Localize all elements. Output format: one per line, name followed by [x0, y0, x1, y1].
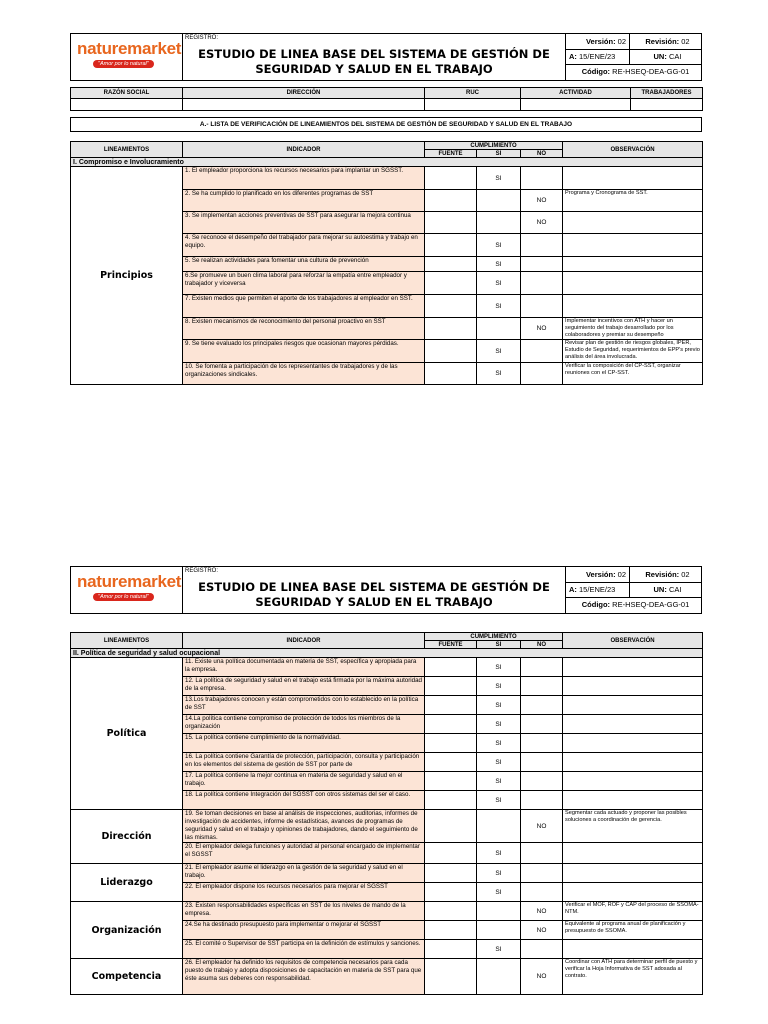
- page-2: [70, 566, 702, 995]
- indicador-cell: 11. Existe una política documentada en materia de SST, específica y apropiada para la empresa.: [183, 658, 425, 677]
- no-cell: NO: [521, 318, 563, 340]
- indicador-cell: 23. Existen responsabilidades específicas en SST de los niveles de mando de la empresa.: [183, 902, 425, 921]
- indicador-cell: 13.Los trabajadores conocen y están comprometidos con lo establecido en la política de SST: [183, 696, 425, 715]
- fuente-cell: [425, 272, 477, 295]
- un-value: CAI: [668, 585, 682, 594]
- si-cell: SI: [477, 696, 521, 715]
- indicador-cell: 3. Se implementan acciones preventivas de SST para asegurar la mejora continua: [183, 212, 425, 234]
- si-cell: SI: [477, 734, 521, 753]
- no-cell: NO: [521, 921, 563, 940]
- table-row: [71, 810, 703, 843]
- table-row: [71, 167, 703, 190]
- no-cell: NO: [521, 810, 563, 843]
- checklist-title: A.- LISTA DE VERIFICACIÓN DE LINEAMIENTOS DEL SISTEMA DE GESTIÓN DE SEGURIDAD Y SALUD EN EL TRABAJO: [71, 118, 702, 132]
- logo-text: naturemarket: [77, 572, 182, 591]
- si-cell: [477, 902, 521, 921]
- lineamientos-header: LINEAMIENTOS: [71, 142, 183, 158]
- si-cell: SI: [477, 658, 521, 677]
- observacion-cell: [563, 715, 703, 734]
- observacion-cell: Implementar incentivos con ATH y hacer un seguimiento del trabajo desarrollado por los colaboradores y premiar su desempeño: [563, 318, 703, 340]
- no-cell: [521, 843, 563, 864]
- observacion-cell: Revisar plan de gestión de riesgos globales, IPER, Estudio de Seguridad, requerimientos de EPP's previo análisis del área involucrada.: [563, 340, 703, 363]
- indicador-cell: 19. Se toman decisiones en base al análisis de inspecciones, auditorias, informes de investigación de accidentes, informe de estadísticas, avances de programas de seguridad y salud en el trabajo y opiniones de trabajadores, dando el seguimiento de las mismas.: [183, 810, 425, 843]
- fuente-cell: [425, 715, 477, 734]
- si-cell: SI: [477, 363, 521, 385]
- logo: [71, 34, 183, 80]
- si-cell: SI: [477, 257, 521, 272]
- no-cell: [521, 715, 563, 734]
- fuente-cell: [425, 295, 477, 318]
- logo-tagline: "Amor por lo natural": [93, 593, 154, 601]
- fuente-cell: [425, 810, 477, 843]
- fuente-cell: [425, 212, 477, 234]
- indicador-header: INDICADOR: [183, 142, 425, 158]
- indicador-cell: 4. Se reconoce el desempeño del trabajador para mejorar su autoestima y trabajo en equipo.: [183, 234, 425, 257]
- fuente-header: FUENTE: [425, 150, 477, 158]
- indicador-cell: 6.Se promueve un buen clima laboral para reforzar la empatía entre empleador y trabajador y viceversa: [183, 272, 425, 295]
- fuente-cell: [425, 658, 477, 677]
- fuente-cell: [425, 677, 477, 696]
- fuente-cell: [425, 363, 477, 385]
- si-cell: SI: [477, 295, 521, 318]
- observacion-cell: [563, 272, 703, 295]
- si-cell: SI: [477, 234, 521, 257]
- observacion-cell: [563, 658, 703, 677]
- registro-label: REGISTRO:: [185, 568, 219, 574]
- fuente-cell: [425, 883, 477, 902]
- checklist-table-2: [70, 632, 703, 995]
- no-cell: [521, 940, 563, 959]
- observacion-cell: Equivalente al programa anual de planificación y presupuesto de SSOMA.: [563, 921, 703, 940]
- si-cell: SI: [477, 843, 521, 864]
- indicador-cell: 16. La política contiene Garantía de protección, participación, consulta y participación en los elementos del sistema de gestión de SST por parte de: [183, 753, 425, 772]
- observacion-cell: [563, 234, 703, 257]
- no-cell: [521, 753, 563, 772]
- si-cell: SI: [477, 677, 521, 696]
- si-cell: SI: [477, 772, 521, 791]
- si-cell: SI: [477, 864, 521, 883]
- cumplimiento-header: CUMPLIMIENTO: [425, 633, 563, 641]
- lineamiento-cell: Competencia: [71, 959, 183, 995]
- revision-value: 02: [681, 37, 690, 46]
- si-header: SI: [477, 641, 521, 649]
- fuente-cell: [425, 753, 477, 772]
- si-cell: SI: [477, 272, 521, 295]
- si-cell: SI: [477, 791, 521, 810]
- no-cell: [521, 167, 563, 190]
- indicador-header: INDICADOR: [183, 633, 425, 649]
- no-cell: [521, 734, 563, 753]
- logo: [71, 567, 183, 613]
- trabajadores-header: TRABAJADORES: [631, 88, 703, 99]
- observacion-cell: Programa y Cronograma de SST.: [563, 190, 703, 212]
- observacion-cell: Verificar la composición del CP-SST, organizar reuniones con el CP-SST.: [563, 363, 703, 385]
- indicador-cell: 1. El empleador proporciona los recursos necesarios para implantar un SGSST.: [183, 167, 425, 190]
- observacion-cell: [563, 883, 703, 902]
- si-cell: [477, 212, 521, 234]
- no-cell: [521, 864, 563, 883]
- si-header: SI: [477, 150, 521, 158]
- fuente-cell: [425, 234, 477, 257]
- fuente-cell: [425, 940, 477, 959]
- no-cell: [521, 791, 563, 810]
- fuente-cell: [425, 167, 477, 190]
- si-cell: [477, 921, 521, 940]
- indicador-cell: 24.Se ha destinado presupuesto para implementar o mejorar el SGSST: [183, 921, 425, 940]
- observacion-cell: [563, 167, 703, 190]
- indicador-cell: 15. La política contiene cumplimiento de la normatividad.: [183, 734, 425, 753]
- fuente-cell: [425, 318, 477, 340]
- indicador-cell: 8. Existen mecanismos de reconocimiento del personal proactivo en SST: [183, 318, 425, 340]
- indicador-cell: 21. El empleador asume el liderazgo en la gestión de la seguridad y salud en el trabajo.: [183, 864, 425, 883]
- si-cell: [477, 190, 521, 212]
- observacion-header: OBSERVACIÓN: [563, 633, 703, 649]
- fuente-cell: [425, 772, 477, 791]
- no-cell: [521, 363, 563, 385]
- company-table: [70, 87, 703, 111]
- no-cell: [521, 234, 563, 257]
- table-row: [71, 864, 703, 883]
- fuente-cell: [425, 921, 477, 940]
- observacion-cell: [563, 257, 703, 272]
- section-title: I. Compromiso e Involucramiento: [71, 158, 703, 167]
- direccion-header: DIRECCIÓN: [183, 88, 425, 99]
- indicador-cell: 7. Existen medios que permiten el aporte de los trabajadores al empleador en SST.: [183, 295, 425, 318]
- indicador-cell: 25. El comité o Supervisor de SST participa en la definición de estímulos y sanciones.: [183, 940, 425, 959]
- indicador-cell: 17. La política contiene la mejor continua en materia de seguridad y salud en el trabajo.: [183, 772, 425, 791]
- no-cell: [521, 340, 563, 363]
- observacion-cell: Coordinar con ATH para determinar perfil de puesto y verificar la Hoja Informativa de SST adosada al contrato.: [563, 959, 703, 995]
- codigo-value: RE-HSEQ-DEA-GG-01: [612, 600, 690, 609]
- observacion-cell: [563, 791, 703, 810]
- no-cell: [521, 772, 563, 791]
- indicador-cell: 12. La política de seguridad y salud en el trabajo está firmada por la máxima autoridad de la empresa.: [183, 677, 425, 696]
- lineamiento-cell: Organización: [71, 902, 183, 959]
- indicador-cell: 14.La política contiene compromiso de protección de todos los miembros de la organización: [183, 715, 425, 734]
- si-cell: SI: [477, 753, 521, 772]
- fuente-cell: [425, 864, 477, 883]
- no-cell: NO: [521, 212, 563, 234]
- si-cell: SI: [477, 883, 521, 902]
- no-header: NO: [521, 641, 563, 649]
- observacion-header: OBSERVACIÓN: [563, 142, 703, 158]
- fuente-header: FUENTE: [425, 641, 477, 649]
- checklist-table-1: [70, 141, 703, 385]
- codigo-value: RE-HSEQ-DEA-GG-01: [612, 67, 690, 76]
- fuente-cell: [425, 734, 477, 753]
- actividad-header: ACTIVIDAD: [521, 88, 631, 99]
- indicador-cell: 18. La política contiene Integración del SGSST con otros sistemas del ser el caso.: [183, 791, 425, 810]
- indicador-cell: 10. Se fomenta a participación de los representantes de trabajadores y de las organizaciones sindicales.: [183, 363, 425, 385]
- si-cell: [477, 810, 521, 843]
- cumplimiento-header: CUMPLIMIENTO: [425, 142, 563, 150]
- observacion-cell: Segmentar cada actuado y proponer las posibles soluciones a coordinación de gerencia.: [563, 810, 703, 843]
- fecha-value: 15/ENE/23: [579, 585, 616, 594]
- observacion-cell: [563, 734, 703, 753]
- un-value: CAI: [668, 52, 682, 61]
- fuente-cell: [425, 257, 477, 272]
- document-title: ESTUDIO DE LINEA BASE DEL SISTEMA DE GESTIÓN DE SEGURIDAD Y SALUD EN EL TRABAJO: [198, 580, 550, 609]
- checklist-title-table: [70, 117, 702, 132]
- indicador-cell: 22. El empleador dispone los recursos necesarios para mejorar el SGSST: [183, 883, 425, 902]
- no-header: NO: [521, 150, 563, 158]
- fuente-cell: [425, 696, 477, 715]
- si-cell: [477, 318, 521, 340]
- si-cell: SI: [477, 940, 521, 959]
- no-cell: [521, 696, 563, 715]
- revision-value: 02: [681, 570, 690, 579]
- fuente-cell: [425, 340, 477, 363]
- observacion-cell: [563, 864, 703, 883]
- no-cell: NO: [521, 190, 563, 212]
- indicador-cell: 26. El empleador ha definido los requisitos de competencia necesarios para cada puesto de trabajo y adopta disposiciones de capacitación en materia de SST para que éste asuma sus deberes con responsabilidad.: [183, 959, 425, 995]
- indicador-cell: 20. El empleador delega funciones y autoridad al personal encargado de implementar el SGSST: [183, 843, 425, 864]
- fuente-cell: [425, 791, 477, 810]
- lineamiento-cell: Política: [71, 658, 183, 810]
- observacion-cell: [563, 753, 703, 772]
- no-cell: [521, 272, 563, 295]
- observacion-cell: [563, 772, 703, 791]
- table-row: [71, 658, 703, 677]
- indicador-cell: 5. Se realizan actividades para fomentar una cultura de prevención: [183, 257, 425, 272]
- section-title: II. Política de seguridad y salud ocupacional: [71, 649, 703, 658]
- indicador-cell: 9. Se tiene evaluado los principales riesgos que ocasionan mayores pérdidas.: [183, 340, 425, 363]
- logo-tagline: "Amor por lo natural": [93, 60, 154, 68]
- fuente-cell: [425, 959, 477, 995]
- si-cell: SI: [477, 715, 521, 734]
- no-cell: [521, 658, 563, 677]
- observacion-cell: [563, 843, 703, 864]
- si-cell: SI: [477, 340, 521, 363]
- lineamiento-cell: Principios: [71, 167, 183, 385]
- no-cell: [521, 677, 563, 696]
- si-cell: [477, 959, 521, 995]
- razon-social-header: RAZÓN SOCIAL: [71, 88, 183, 99]
- si-cell: SI: [477, 167, 521, 190]
- table-row: [71, 902, 703, 921]
- fuente-cell: [425, 190, 477, 212]
- no-cell: NO: [521, 959, 563, 995]
- observacion-cell: [563, 677, 703, 696]
- observacion-cell: Verificar el MOF, ROF y CAP del proceso de SSOMA-NTM.: [563, 902, 703, 921]
- observacion-cell: [563, 940, 703, 959]
- no-cell: [521, 883, 563, 902]
- document-header: [70, 566, 702, 614]
- document-title: ESTUDIO DE LINEA BASE DEL SISTEMA DE GESTIÓN DE SEGURIDAD Y SALUD EN EL TRABAJO: [198, 47, 550, 76]
- observacion-cell: [563, 295, 703, 318]
- fuente-cell: [425, 843, 477, 864]
- version-value: 02: [617, 570, 626, 579]
- version-value: 02: [617, 37, 626, 46]
- document-header: [70, 33, 702, 81]
- fecha-value: 15/ENE/23: [579, 52, 616, 61]
- document-meta: Versión: 02 Revisión: 02 A: 15/ENE/23 UN: CAI Código: RE-HSEQ-DEA-GG-01: [566, 34, 702, 80]
- table-row: [71, 959, 703, 995]
- page-1: [70, 33, 702, 385]
- no-cell: NO: [521, 902, 563, 921]
- registro-label: REGISTRO:: [185, 35, 219, 41]
- lineamiento-cell: Dirección: [71, 810, 183, 864]
- indicador-cell: 2. Se ha cumplido lo planificado en los diferentes programas de SST: [183, 190, 425, 212]
- no-cell: [521, 295, 563, 318]
- observacion-cell: [563, 212, 703, 234]
- document-meta: Versión: 02 Revisión: 02 A: 15/ENE/23 UN: CAI Código: RE-HSEQ-DEA-GG-01: [566, 567, 702, 613]
- fuente-cell: [425, 902, 477, 921]
- lineamientos-header: LINEAMIENTOS: [71, 633, 183, 649]
- ruc-header: RUC: [425, 88, 521, 99]
- no-cell: [521, 257, 563, 272]
- lineamiento-cell: Liderazgo: [71, 864, 183, 902]
- logo-text: naturemarket: [77, 39, 182, 58]
- observacion-cell: [563, 696, 703, 715]
